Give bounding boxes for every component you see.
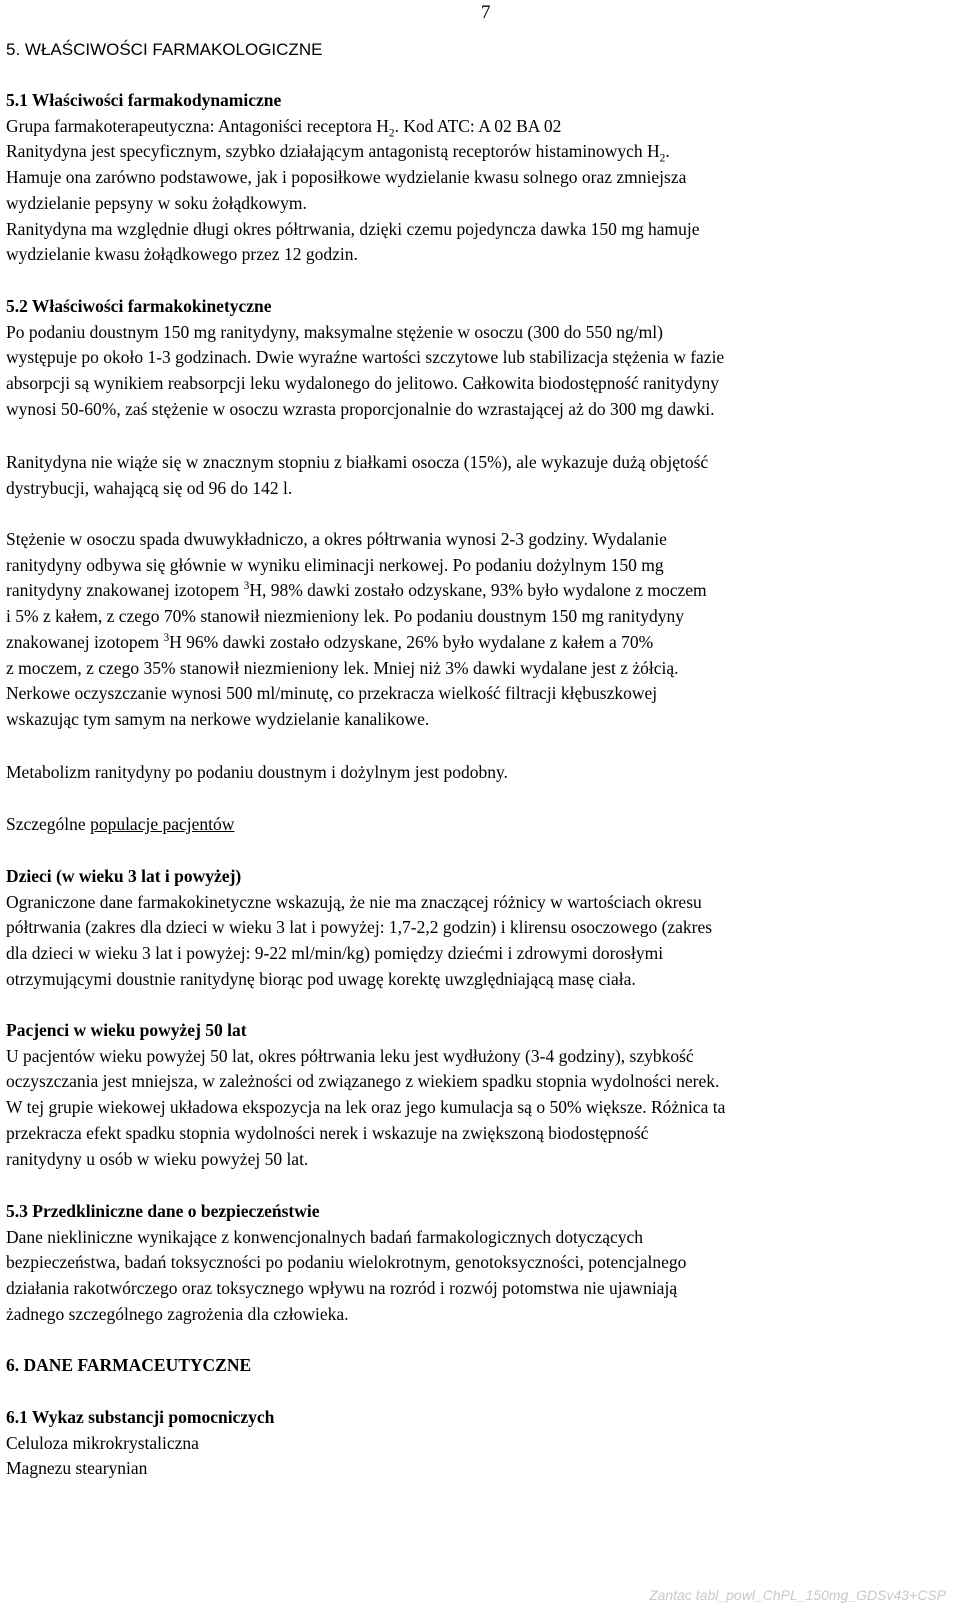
section-5-3-heading: 5.3 Przedkliniczne dane o bezpieczeństwie bbox=[6, 1201, 320, 1221]
children-section bbox=[6, 864, 936, 993]
paragraph-line: absorpcji są wynikiem reabsorpcji leku wydalonego do jelitowo. Całkowita biodostępność ranitydyny bbox=[6, 373, 719, 394]
paragraph-line: Ograniczone dane farmakokinetyczne wskazują, że nie ma znaczącej różnicy w wartościach okresu bbox=[6, 891, 702, 912]
section-5-1-heading: 5.1 Właściwości farmakodynamiczne bbox=[6, 90, 282, 110]
excipient-item: Magnezu stearynian bbox=[6, 1458, 148, 1479]
paragraph-line: ranitydyny odbywa się głównie w wyniku eliminacji nerkowej. Po podaniu dożylnym 150 mg bbox=[6, 554, 664, 575]
section-5-title: 5. WŁAŚCIWOŚCI FARMAKOLOGICZNE bbox=[6, 40, 323, 59]
section-5-3 bbox=[6, 1199, 936, 1328]
paragraph-line: Grupa farmakoterapeutyczna: Antagoniści receptora $H_2$. Kod ATC: A 02 BA 02 bbox=[6, 115, 562, 140]
paragraph-line: W tej grupie wiekowej układowa ekspozycja na lek oraz jego kumulacja są o 50% większe. Różnica ta bbox=[6, 1097, 726, 1118]
paragraph-line: przekracza efekt spadku stopnia wydolności nerek i wskazuje na zwiększoną biodostępność bbox=[6, 1122, 649, 1143]
section-6-title: 6. DANE FARMACEUTYCZNE bbox=[6, 1355, 252, 1375]
paragraph-line: ranitydyny znakowanej izotopem $^3$H, 98% dawki zostało odzyskane, 93% było wydalone z moczem bbox=[6, 580, 707, 601]
elderly-heading: Pacjenci w wieku powyżej 50 lat bbox=[6, 1020, 247, 1040]
paragraph-line: wskazując tym samym na nerkowe wydzielanie kanalikowe. bbox=[6, 708, 430, 729]
paragraph-line: U pacjentów wieku powyżej 50 lat, okres półtrwania leku jest wydłużony (3-4 godziny), szybkość bbox=[6, 1045, 694, 1066]
paragraph-line: Metabolizm ranitydyny po podaniu doustnym i dożylnym jest podobny. bbox=[6, 762, 508, 782]
section-5-1 bbox=[6, 88, 936, 268]
section-5-2 bbox=[6, 294, 936, 423]
page-number: 7 bbox=[481, 2, 491, 23]
paragraph-elimination bbox=[6, 527, 936, 733]
paragraph-line: wydzielanie kwasu żołądkowego przez 12 godzin. bbox=[6, 244, 358, 265]
paragraph-line: wydzielanie pepsyny w soku żołądkowym. bbox=[6, 192, 307, 213]
paragraph-line: działania rakotwórczego oraz toksycznego wpływu na rozród i rozwój potomstwa nie ujawniają bbox=[6, 1278, 678, 1299]
paragraph-line: Ranitydyna nie wiąże się w znacznym stopniu z białkami osocza (15%), ale wykazuje dużą objętość bbox=[6, 452, 709, 472]
paragraph-metabolism bbox=[6, 760, 936, 786]
section-6-1-heading: 6.1 Wykaz substancji pomocniczych bbox=[6, 1407, 275, 1427]
document-footer-code: Zantac tabl_powl_ChPL_150mg_GDSv43+CSP bbox=[649, 1587, 946, 1603]
paragraph-line: występuje po około 1-3 godzinach. Dwie wyraźne wartości szczytowe lub stabilizacja stężenia w fazie bbox=[6, 347, 725, 368]
section-5-2-heading: 5.2 Właściwości farmakokinetyczne bbox=[6, 296, 272, 316]
paragraph-line: Ranitydyna jest specyficznym, szybko działającym antagonistą receptorów histaminowych $H_2$. bbox=[6, 141, 670, 165]
paragraph-line: i 5% z kałem, z czego 70% stanowił niezmieniony lek. Po podaniu doustnym 150 mg ranitydyny bbox=[6, 606, 684, 627]
special-populations-label: Szczególne populacje pacjentów bbox=[6, 814, 235, 834]
excipient-item: Celuloza mikrokrystaliczna bbox=[6, 1432, 199, 1453]
paragraph-line: znakowanej izotopem $^3$H 96% dawki zostało odzyskane, 26% było wydalane z kałem a 70% bbox=[6, 631, 654, 652]
paragraph-distribution bbox=[6, 450, 936, 501]
paragraph-line: dystrybucji, wahającą się od 96 do 142 l. bbox=[6, 477, 293, 498]
paragraph-line: ranitydyny u osób w wieku powyżej 50 lat. bbox=[6, 1148, 309, 1169]
paragraph-line: Nerkowe oczyszczanie wynosi 500 ml/minutę, co przekracza wielkość filtracji kłębuszkowej bbox=[6, 683, 658, 704]
paragraph-line: oczyszczania jest mniejsza, w zależności od związanego z wiekiem spadku stopnia wydolności nerek. bbox=[6, 1071, 720, 1092]
paragraph-line: Dane niekliniczne wynikające z konwencjonalnych badań farmakologicznych dotyczących bbox=[6, 1226, 644, 1247]
special-populations-underlined: populacje pacjentów bbox=[90, 814, 235, 834]
paragraph-line: z moczem, z czego 35% stanowił niezmieniony lek. Mniej niż 3% dawki wydalane jest z żółcią. bbox=[6, 657, 679, 678]
paragraph-line: żadnego szczególnego zagrożenia dla człowieka. bbox=[6, 1303, 349, 1324]
children-heading: Dzieci (w wieku 3 lat i powyżej) bbox=[6, 866, 242, 886]
paragraph-line: dla dzieci w wieku 3 lat i powyżej: 9-22 ml/min/kg) pomiędzy dziećmi i zdrowymi dorosłymi bbox=[6, 943, 664, 964]
paragraph-line: Hamuje ona zarówno podstawowe, jak i poposiłkowe wydzielanie kwasu solnego oraz zmniejsza bbox=[6, 167, 687, 188]
paragraph-line: półtrwania (zakres dla dzieci w wieku 3 lat i powyżej: 1,7-2,2 godzin) i klirensu osoczowego (zakres bbox=[6, 917, 713, 938]
paragraph-line: wynosi 50-60%, zaś stężenie w osoczu wzrasta proporcjonalnie do wzrastającej aż do 300 mg dawki. bbox=[6, 398, 715, 419]
paragraph-line: Po podaniu doustnym 150 mg ranitydyny, maksymalne stężenie w osoczu (300 do 550 ng/ml) bbox=[6, 321, 663, 342]
elderly-section bbox=[6, 1018, 936, 1172]
paragraph-line: Ranitydyna ma względnie długi okres półtrwania, dzięki czemu pojedyncza dawka 150 mg hamuje bbox=[6, 218, 700, 239]
paragraph-line: otrzymującymi doustnie ranitydynę biorąc pod uwagę korektę uwzględniającą masę ciała. bbox=[6, 968, 636, 989]
section-6-1 bbox=[6, 1405, 936, 1482]
paragraph-line: Stężenie w osoczu spada dwuwykładniczo, a okres półtrwania wynosi 2-3 godziny. Wydalanie bbox=[6, 529, 667, 549]
paragraph-line: bezpieczeństwa, badań toksyczności po podaniu wielokrotnym, genotoksyczności, potencjalnego bbox=[6, 1252, 687, 1273]
section-6 bbox=[6, 1353, 936, 1379]
